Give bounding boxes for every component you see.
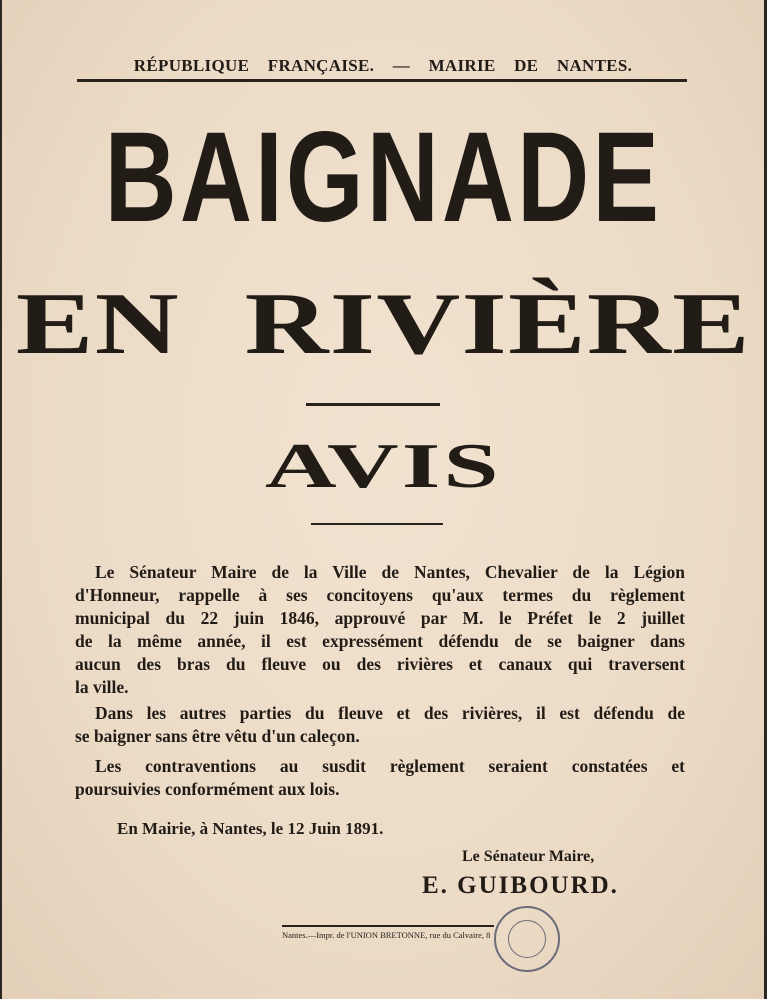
title-line-2-text: EN RIVIÈRE: [15, 276, 751, 373]
subtitle-text: AVIS: [264, 430, 502, 501]
signature-name: E. GUIBOURD.: [422, 872, 619, 899]
text-line: Dans les autres parties du fleuve et des rivières, il est défendu de: [95, 703, 685, 723]
text-line: se baigner sans être vêtu d'un caleçon.: [75, 726, 360, 746]
stamp-inner-ring: [508, 920, 546, 958]
poster: [2, 0, 764, 999]
printer-line: Nantes.—Impr. de l'UNION BRETONNE, rue du Calvaire, 8: [282, 930, 491, 940]
text-line: Les contraventions au susdit règlement seraient constatées et: [95, 756, 685, 776]
text-line: municipal du 22 juin 1846, approuvé par M. le Préfet le 2 juillet: [75, 608, 685, 628]
text-line: aucun des bras du fleuve ou des rivières et canaux qui traversent: [75, 654, 685, 674]
header: RÉPUBLIQUE FRANÇAISE. — MAIRIE DE NANTES.: [133, 56, 633, 75]
text-line: Le Sénateur Maire de la Ville de Nantes, Chevalier de la Légion: [95, 562, 685, 582]
signature-title: Le Sénateur Maire,: [462, 848, 595, 865]
subtitle: [2, 430, 764, 501]
title-line-1: [2, 106, 764, 249]
title-line-2: [2, 276, 764, 373]
paragraph-2: [75, 702, 685, 748]
header-rule: [77, 79, 687, 82]
title-line-1-text: BAIGNADE: [104, 106, 662, 249]
paragraph-1: [75, 561, 685, 699]
text-line: poursuivies conformément aux lois.: [75, 779, 340, 799]
text-line: d'Honneur, rappelle à ses concitoyens qu'aux termes du règlement: [75, 585, 685, 605]
text-line: la ville.: [75, 677, 129, 697]
divider-rule: [311, 523, 443, 525]
text-line: de la même année, il est expressément défendu de se baigner dans: [75, 631, 685, 651]
paragraph-3: [75, 755, 685, 801]
divider-rule: [306, 403, 440, 406]
date-line: En Mairie, à Nantes, le 12 Juin 1891.: [117, 819, 384, 838]
archives-stamp: [494, 906, 560, 972]
footer-rule: [282, 925, 494, 927]
